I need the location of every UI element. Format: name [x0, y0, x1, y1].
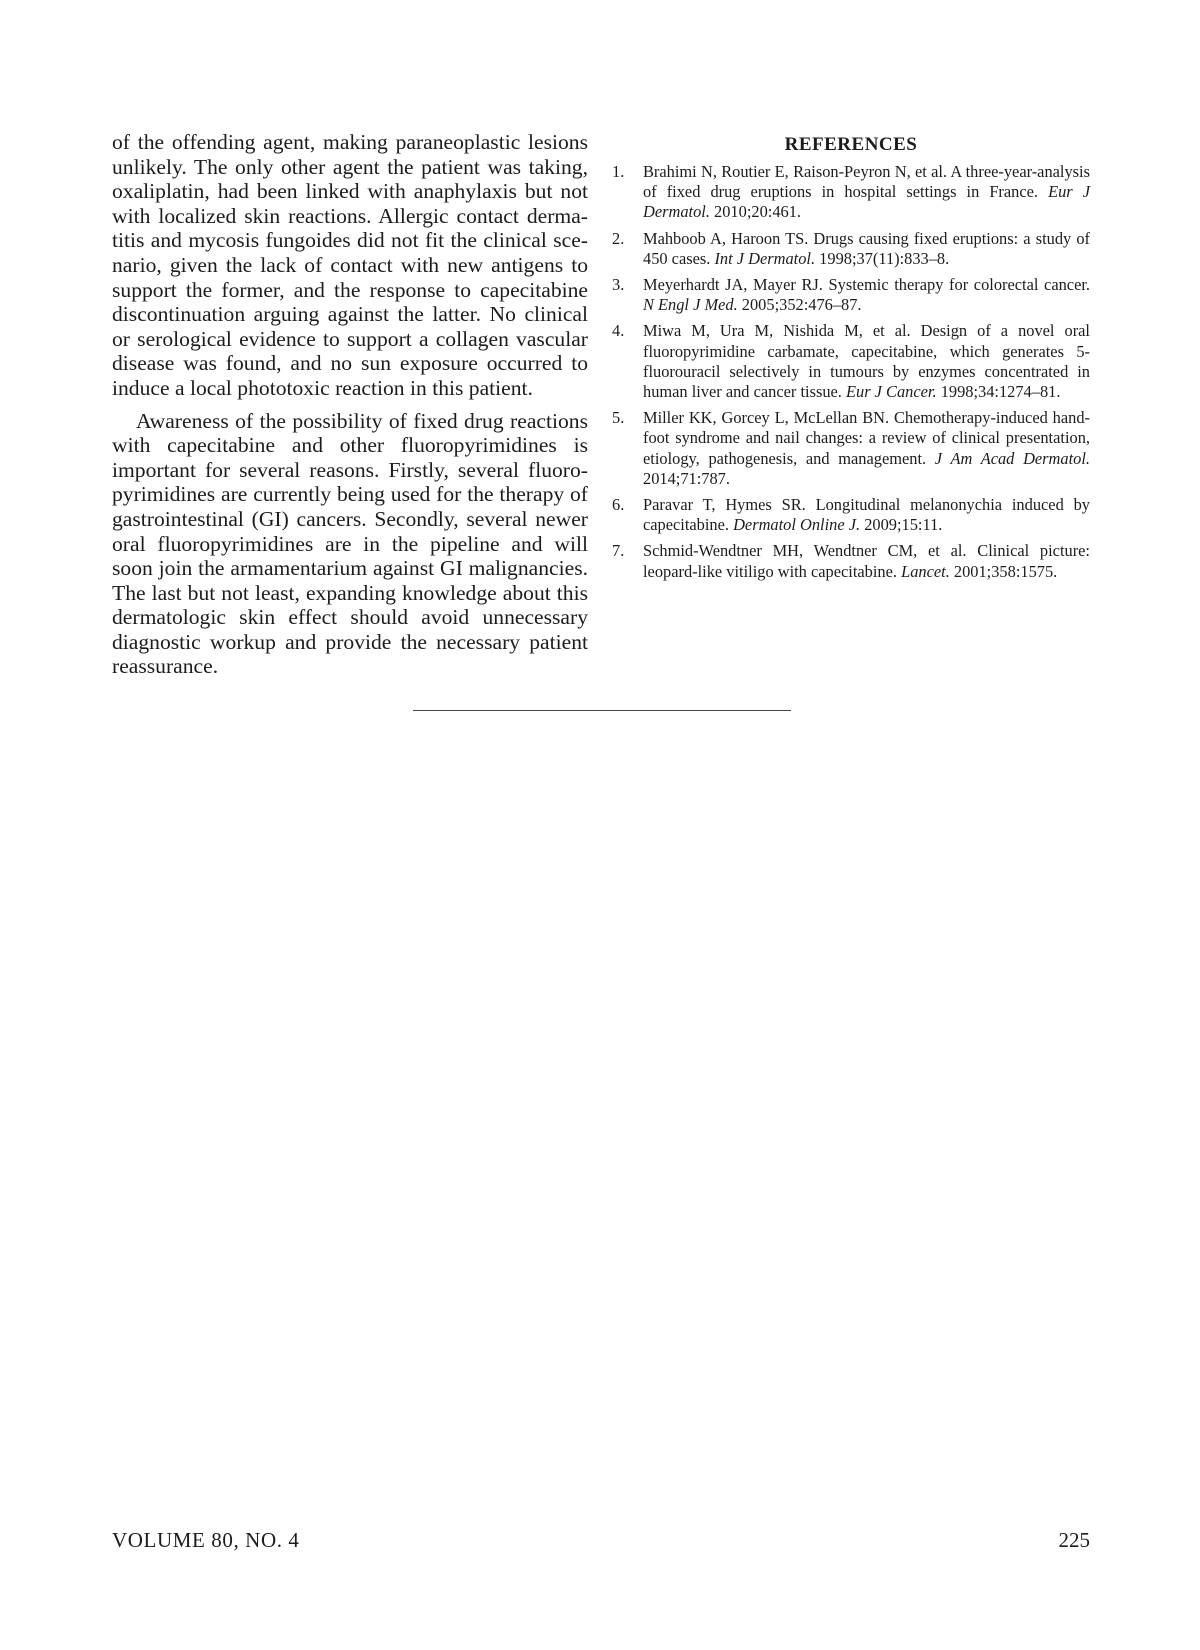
references-heading: REFERENCES	[784, 134, 918, 155]
reference-citation: 2010;20:461.	[709, 202, 801, 222]
reference-item	[612, 162, 1090, 223]
reference-citation: 1998;34:1274–81.	[936, 382, 1061, 402]
body-paragraph: of the offending agent, making paraneoplastic lesions unlikely. The only other agent the patient was taking, oxaliplatin, had been linked with anaphylaxis but not with localized skin reactions. Allergic contact dermatitis and mycosis fungoides did not fit the clinical scenario, given the lack of contact with new antigens to support the former, and the response to capecitabine discontinuation arguing against the latter. No clinical or serological evidence to support a collagen vascular disease was found, and no sun exposure occurred to induce a local phototoxic reaction in this patient.	[112, 130, 588, 400]
footer-page-number: 225	[1058, 1528, 1090, 1552]
reference-text	[643, 162, 1090, 223]
reference-citation: 1998;37(11):833–8.	[815, 248, 950, 268]
reference-journal: N Engl J Med.	[643, 295, 738, 315]
reference-journal: J Am Acad Dermatol.	[934, 448, 1090, 468]
references-section	[612, 134, 1090, 588]
reference-text	[643, 408, 1090, 489]
reference-number: 5.	[612, 408, 625, 428]
reference-number: 7.	[612, 541, 625, 561]
reference-item	[612, 408, 1090, 489]
reference-item	[612, 541, 1090, 581]
reference-body: Brahimi N, Routier E, Raison-Peyron N, et al. A three-year-analysis of fixed drug eruptions in hospital settings in France.	[643, 162, 1090, 202]
reference-item	[612, 321, 1090, 402]
reference-number: 3.	[612, 275, 625, 295]
reference-text	[643, 541, 1090, 581]
reference-journal: Int J Dermatol.	[714, 248, 816, 268]
reference-journal: Dermatol Online J.	[733, 515, 861, 535]
reference-text	[643, 229, 1090, 269]
reference-citation: 2014;71:787.	[643, 468, 730, 488]
references-list	[612, 162, 1090, 582]
reference-text	[643, 275, 1090, 315]
reference-item	[612, 229, 1090, 269]
reference-citation: 2001;358:1575.	[949, 561, 1058, 581]
reference-body: Miller KK, Gorcey L, McLellan BN. Chemotherapy-induced hand-foot syndrome and nail changes: a review of clinical presentation, etiology, pathogenesis, and management.	[643, 408, 1090, 468]
reference-journal: Eur J Dermatol.	[643, 182, 1090, 222]
reference-number: 6.	[612, 495, 625, 515]
reference-body: Mahboob A, Haroon TS. Drugs causing fixed eruptions: a study of 450 cases.	[643, 228, 1090, 268]
reference-body: Schmid-Wendtner MH, Wendtner CM, et al. Clinical picture: leopard-like vitiligo with capecitabine.	[643, 541, 1090, 581]
reference-citation: 2009;15:11.	[860, 515, 943, 535]
reference-number: 1.	[612, 162, 625, 181]
reference-journal: Eur J Cancer.	[846, 382, 937, 402]
footer-volume: VOLUME 80, NO. 4	[112, 1528, 300, 1552]
reference-item	[612, 275, 1090, 315]
body-paragraph: Awareness of the possibility of fixed drug reactions with capecitabine and other fluoropyrimidines is important for several reasons. Firstly, several fluoropyrimidines are currently being used for the therapy of gastrointestinal (GI) cancers. Secondly, several newer oral fluoropyrimidines are in the pipeline and will soon join the armamentarium against GI malignancies. The last but not least, expanding knowledge about this dermatologic skin effect should avoid unnecessary diagnostic workup and provide the necessary patient reassurance.	[112, 408, 588, 679]
reference-text	[643, 321, 1090, 402]
reference-number: 2.	[612, 228, 625, 248]
reference-text	[643, 495, 1090, 535]
section-divider	[413, 710, 791, 711]
reference-journal: Lancet.	[901, 561, 950, 581]
reference-item	[612, 495, 1090, 535]
reference-body: Miwa M, Ura M, Nishida M, et al. Design of a novel oral fluoropyrimidine carbamate, capecitabine, which generates 5-fluorouracil selectively in tumours by enzymes concentrated in human liver and cancer tissue.	[643, 321, 1090, 402]
body-text-column	[112, 130, 588, 687]
reference-number: 4.	[612, 321, 625, 341]
reference-body: Paravar T, Hymes SR. Longitudinal melanonychia induced by capecitabine.	[643, 495, 1090, 535]
reference-citation: 2005;352:476–87.	[737, 295, 862, 315]
reference-body: Meyerhardt JA, Mayer RJ. Systemic therapy for colorectal cancer.	[643, 275, 1090, 295]
